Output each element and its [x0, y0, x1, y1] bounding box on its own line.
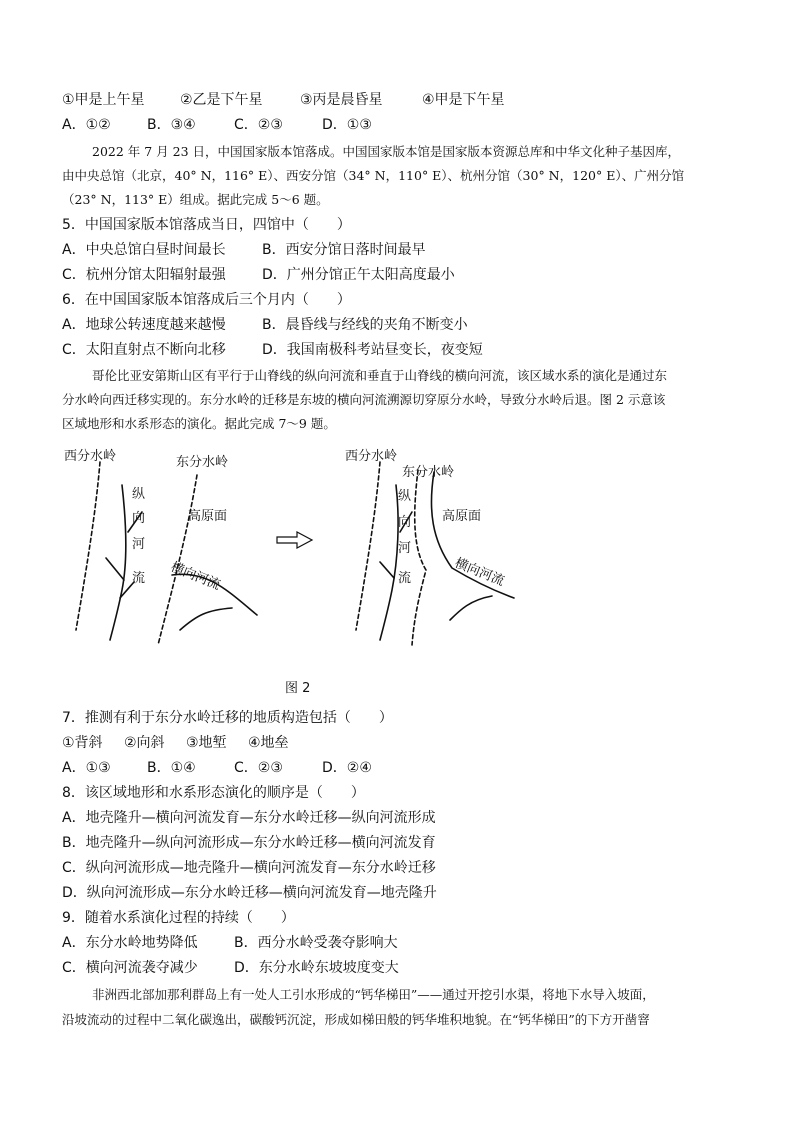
q9-option-b: B．西分水岭受袭夺影响大 — [234, 935, 398, 951]
q8-option-a: A．地壳隆升—横向河流发育—东分水岭迁移—纵向河流形成 — [62, 810, 436, 826]
q9-option-a: A．东分水岭地势降低 — [62, 935, 198, 951]
longitudinal-river — [110, 485, 126, 640]
q6-option-b: B．晨昏线与经线的夹角不断变小 — [262, 317, 468, 333]
q4-statement: ②乙是下午星 — [180, 92, 263, 108]
q6-options-row — [62, 315, 468, 335]
q9-options-row — [62, 933, 398, 953]
longitudinal-river — [380, 562, 394, 578]
q4-statement: ③丙是晨昏星 — [300, 92, 383, 108]
q9-stem: 9．随着水系演化过程的持续（ ） — [62, 910, 295, 926]
q8-option-c: C．纵向河流形成—地壳隆升—横向河流发育—东分水岭迁移 — [62, 860, 436, 876]
transverse-river — [450, 596, 492, 620]
longitudinal-river-char: 向 — [398, 515, 412, 530]
q7-options — [62, 758, 372, 778]
figure-caption: 图 2 — [285, 681, 311, 696]
q5-option-a: A．中央总馆白昼时间最长 — [62, 242, 226, 258]
q6-options-row — [62, 340, 483, 360]
passage2-line: 哥伦比亚安第斯山区有平行于山脊线的纵向河流和垂直于山脊线的横向河流，该区域水系的演化是通过东 — [92, 368, 668, 383]
q7-option-a: A．①③ — [62, 760, 111, 776]
west-divide-line — [76, 462, 100, 630]
q7-statements — [62, 733, 289, 753]
q5-options-row — [62, 240, 426, 260]
transverse-river — [180, 608, 232, 630]
east-divide-line — [412, 470, 426, 645]
q5-option-b: B．西安分馆日落时间最早 — [262, 242, 426, 258]
longitudinal-river-char: 纵 — [132, 487, 146, 502]
q7-option-b: B．①④ — [147, 760, 196, 776]
q5-option-d: D．广州分馆正午太阳高度最小 — [262, 267, 455, 283]
longitudinal-river — [380, 485, 398, 640]
q4-statements — [62, 90, 505, 110]
q6-option-d: D．我国南极科考站昼变长，夜变短 — [262, 342, 483, 358]
arrow-right-icon — [277, 532, 312, 548]
q4-statement: ④甲是下午星 — [422, 92, 505, 108]
q9-option-c: C．横向河流袭夺减少 — [62, 960, 198, 976]
east-divide-label: 东分水岭 — [176, 455, 229, 470]
q4-option-c: C．②③ — [234, 117, 283, 133]
longitudinal-river-char: 河 — [398, 541, 412, 556]
longitudinal-river — [106, 558, 124, 580]
q7-statement: ①背斜 — [62, 735, 103, 751]
q4-option-a: A．①② — [62, 117, 111, 133]
transverse-river-label: 横向河流 — [452, 555, 507, 590]
east-divide-line — [158, 475, 197, 645]
q6-stem: 6．在中国国家版本馆落成后三个月内（ ） — [62, 292, 351, 308]
transverse-river-label: 横向河流 — [168, 559, 223, 594]
plateau-label: 高原面 — [188, 509, 228, 524]
q9-option-d: D．东分水岭东坡坡度变大 — [234, 960, 399, 976]
passage1-line: 由中央总馆（北京，40° N，116° E）、西安分馆（34° N，110° E）、杭州分馆（30° N，120° E）、广州分馆 — [62, 168, 685, 183]
longitudinal-river-char: 河 — [132, 537, 146, 552]
east-divide-label: 东分水岭 — [402, 465, 455, 480]
q7-statement: ④地垒 — [248, 735, 289, 751]
west-divide-label: 西分水岭 — [345, 449, 398, 464]
q5-stem: 5．中国国家版本馆落成当日，四馆中（ ） — [62, 217, 351, 233]
q7-option-c: C．②③ — [234, 760, 283, 776]
q8-stem: 8．该区域地形和水系形态演化的顺序是（ ） — [62, 785, 365, 801]
passage2-line: 区域地形和水系形态的演化。据此完成 7～9 题。 — [62, 416, 336, 431]
passage3-line: 沿坡流动的过程中二氧化碳逸出，碳酸钙沉淀，形成如梯田般的钙华堆积地貌。在“钙华梯田”的下方开凿窨 — [62, 1012, 650, 1027]
longitudinal-river-char: 纵 — [398, 489, 412, 504]
longitudinal-river-char: 流 — [132, 571, 146, 586]
passage3-line: 非洲西北部加那利群岛上有一处人工引水形成的“钙华梯田”——通过开挖引水渠，将地下水导入坡面， — [92, 987, 655, 1002]
q4-option-b: B．③④ — [147, 117, 196, 133]
passage1-line: （23° N，113° E）组成。据此完成 5～6 题。 — [62, 192, 329, 207]
q4-statement: ①甲是上午星 — [62, 92, 145, 108]
q7-stem: 7．推测有利于东分水岭迁移的地质构造包括（ ） — [62, 710, 393, 726]
longitudinal-river-char: 向 — [132, 511, 146, 526]
q9-options-row — [62, 958, 399, 978]
q8-option-d: D．纵向河流形成—东分水岭迁移—横向河流发育—地壳隆升 — [62, 885, 437, 901]
q5-options-row — [62, 265, 455, 285]
plateau-label: 高原面 — [442, 509, 482, 524]
q6-option-c: C．太阳直射点不断向北移 — [62, 342, 226, 358]
q7-statement: ③地堑 — [186, 735, 227, 751]
west-divide-line — [356, 462, 380, 630]
q4-options — [62, 115, 372, 135]
q6-option-a: A．地球公转速度越来越慢 — [62, 317, 226, 333]
passage2-line: 分水岭向西迁移实现的。东分水岭的迁移是东坡的横向河流溯源切穿原分水岭，导致分水岭后退。图 2 示意该 — [62, 392, 666, 407]
longitudinal-river-char: 流 — [398, 571, 412, 586]
passage1-line: 2022 年 7 月 23 日，中国国家版本馆落成。中国国家版本馆是国家版本资源总库和中华文化种子基因库， — [92, 144, 681, 159]
west-divide-label: 西分水岭 — [64, 449, 117, 464]
q4-option-d: D．①③ — [322, 117, 372, 133]
figure-2 — [62, 440, 542, 702]
q7-statement: ②向斜 — [124, 735, 165, 751]
q5-option-c: C．杭州分馆太阳辐射最强 — [62, 267, 226, 283]
q8-option-b: B．地壳隆升—纵向河流形成—东分水岭迁移—横向河流发育 — [62, 835, 436, 851]
q7-option-d: D．②④ — [322, 760, 372, 776]
